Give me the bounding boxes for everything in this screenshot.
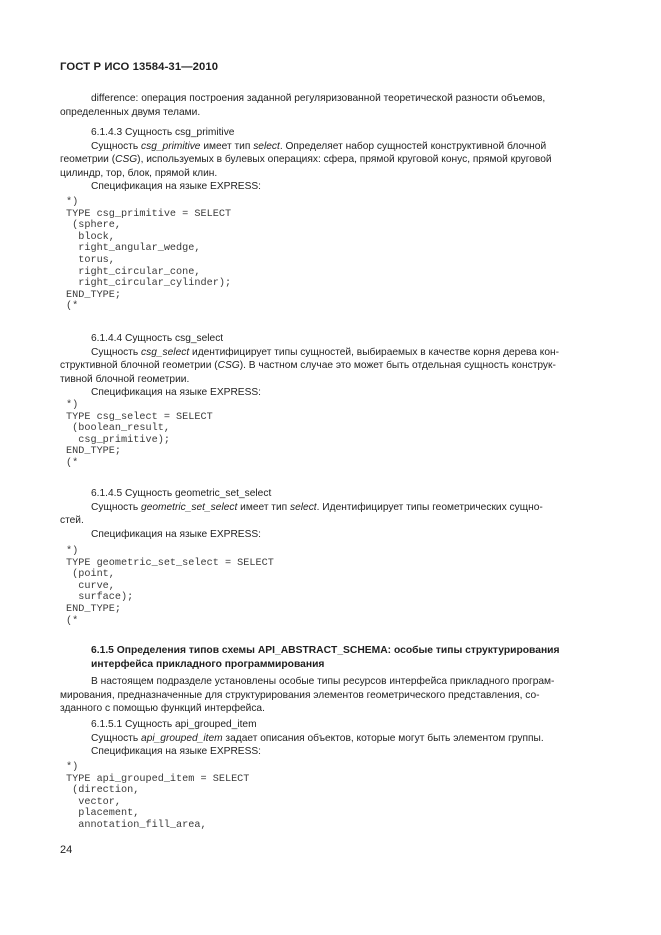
express-code-api-grouped-item: *) TYPE api_grouped_item = SELECT (direction, vector, placement, annotation_fill_area,	[66, 762, 250, 831]
section-csg-select	[60, 332, 601, 400]
intro-paragraph	[60, 92, 601, 119]
paragraph-line: В настоящем подразделе установлены особые типы ресурсов интерфейса прикладного програм-	[91, 676, 555, 687]
section-heading: 6.1.4.4 Сущность csg_select	[91, 333, 224, 344]
paragraph-line: мирования, предназначенные для структурирования элементов геометрического представления, со-	[60, 689, 540, 701]
paragraph-line: геометрии (CSG), используемых в булевых операциях: сфера, прямой круговой конус, прямой круговой	[60, 154, 552, 166]
title-line-2: интерфейса прикладного программирования	[91, 658, 325, 670]
section-6-1-5-paragraph	[60, 675, 601, 716]
section-heading: 6.1.5.1 Сущность api_grouped_item	[91, 719, 257, 730]
spec-label: Спецификация на языке EXPRESS:	[91, 181, 262, 193]
spec-label: Спецификация на языке EXPRESS:	[91, 746, 262, 758]
paragraph-line: тивной блочной геометрии.	[60, 373, 190, 385]
section-csg-primitive	[60, 126, 601, 194]
paragraph-line: цилиндр, тор, блок, прямой клин.	[60, 167, 218, 179]
section-heading: 6.1.4.5 Сущность geometric_set_select	[91, 488, 272, 499]
express-code-csg-select: *) TYPE csg_select = SELECT (boolean_result, csg_primitive); END_TYPE; (*	[66, 400, 213, 469]
paragraph-line: стей.	[60, 515, 84, 527]
paragraph-line: Сущность csg_primitive имеет тип select. Определяет набор сущностей конструктивной блочной	[91, 140, 547, 152]
section-6-1-5-title	[91, 644, 602, 671]
paragraph-line: Сущность geometric_set_select имеет тип select. Идентифицирует типы геометрических сущно-	[91, 501, 543, 513]
express-code-csg-primitive: *) TYPE csg_primitive = SELECT (sphere, block, right_angular_wedge, torus, right_circular_cone, right_circular_cylinder); END_TYPE; (*	[66, 197, 232, 313]
spec-label: Спецификация на языке EXPRESS:	[91, 387, 262, 399]
page-number: 24	[60, 844, 73, 856]
intro-line-1: difference: операция построения заданной регуляризованной теоретической разности объемов,	[91, 93, 546, 104]
paragraph-line: Сущность api_grouped_item задает описания объектов, которые могут быть элементом группы.	[91, 732, 544, 744]
paragraph-line: структивной блочной геометрии (CSG). В частном случае это может быть отдельная сущность конструк-	[60, 360, 556, 372]
paragraph-line: Сущность csg_select идентифицирует типы сущностей, выбираемых в качестве корня дерева кон-	[91, 346, 560, 358]
express-code-geometric-set-select: *) TYPE geometric_set_select = SELECT (point, curve, surface); END_TYPE; (*	[66, 546, 274, 627]
section-heading: 6.1.4.3 Сущность csg_primitive	[91, 127, 235, 138]
section-api-grouped-item	[60, 718, 601, 759]
title-line-1: 6.1.5 Определения типов схемы API_ABSTRACT_SCHEMA: особые типы структурирования	[91, 645, 560, 656]
paragraph-line: зданного с помощью функций интерфейса.	[60, 703, 265, 715]
document-header: ГОСТ Р ИСО 13584-31—2010	[60, 61, 219, 73]
spec-label: Спецификация на языке EXPRESS:	[91, 528, 262, 540]
intro-line-2: определенных двумя телами.	[60, 106, 201, 118]
section-geometric-set-select	[60, 487, 601, 541]
